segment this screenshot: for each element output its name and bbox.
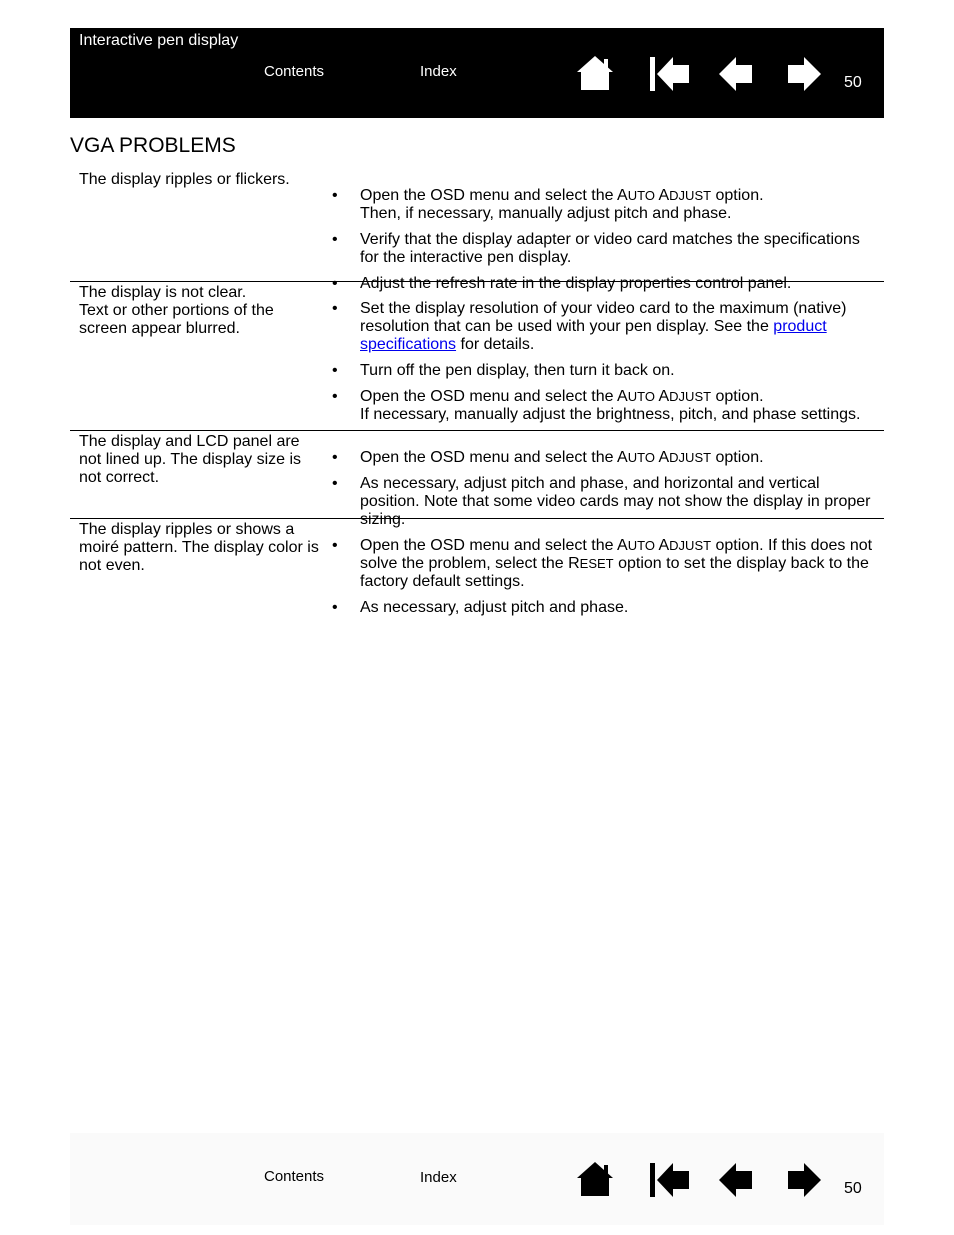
page-number: 50 <box>844 1180 862 1197</box>
product-specifications-link[interactable]: product specifications <box>360 318 827 353</box>
solution-item: • As necessary, adjust pitch and phase. <box>332 599 880 617</box>
troubleshooting-table <box>70 170 884 616</box>
solution-list <box>332 300 884 424</box>
solution-item: • Open the OSD menu and select the AUTO ADJUST option. If this does not solve the problem, select the RESET option to set the display back to the factory default settings. <box>332 537 880 591</box>
problem-description: The display ripples or shows a moiré pattern. The display color is not even. <box>79 521 319 574</box>
problem-description: The display is not clear. Text or other portions of the screen appear blurred. <box>79 284 274 337</box>
home-icon[interactable] <box>575 54 615 92</box>
next-page-icon[interactable] <box>786 56 822 92</box>
section-title: VGA PROBLEMS <box>70 134 236 157</box>
table-row <box>70 519 884 616</box>
solution-item: • As necessary, adjust pitch and phase, and horizontal and vertical position. Note that some video cards may not show the display in proper sizing. <box>332 475 880 529</box>
problem-description: The display and LCD panel are not lined up. The display size is not correct. <box>79 433 302 486</box>
solution-list <box>332 449 884 529</box>
first-page-icon[interactable] <box>649 56 691 92</box>
contents-link[interactable]: Contents <box>264 1168 325 1185</box>
contents-link[interactable]: Contents <box>264 63 325 80</box>
solution-item: • Verify that the display adapter or video card matches the specifications for the interactive pen display. <box>332 231 880 267</box>
page-number: 50 <box>844 74 862 91</box>
table-row <box>70 431 884 528</box>
solution-item: • Open the OSD menu and select the AUTO ADJUST option. If necessary, manually adjust the brightness, pitch, and phase settings. <box>332 388 880 424</box>
solution-list <box>332 537 884 617</box>
next-page-icon[interactable] <box>786 1162 822 1198</box>
solution-item: • Open the OSD menu and select the AUTO ADJUST option. <box>332 449 880 467</box>
first-page-icon[interactable] <box>649 1162 691 1198</box>
document-title: Interactive pen display <box>79 32 239 49</box>
previous-page-icon[interactable] <box>718 1162 754 1198</box>
solution-item: • Open the OSD menu and select the AUTO ADJUST option. Then, if necessary, manually adjust pitch and phase. <box>332 187 880 223</box>
header-bar <box>70 28 884 118</box>
index-link[interactable]: Index <box>420 63 457 80</box>
index-link[interactable]: Index <box>420 1169 457 1186</box>
problem-description: The display ripples or flickers. <box>79 171 290 188</box>
previous-page-icon[interactable] <box>718 56 754 92</box>
table-row <box>70 282 884 431</box>
solution-item: • Turn off the pen display, then turn it back on. <box>332 362 880 380</box>
footer-bar <box>70 1133 884 1225</box>
solution-list <box>332 187 884 293</box>
table-row <box>70 170 884 292</box>
solution-item: • Adjust the refresh rate in the display properties control panel. <box>332 275 880 293</box>
home-icon[interactable] <box>575 1160 615 1198</box>
solution-item: • Set the display resolution of your video card to the maximum (native) resolution that can be used with your pen display. See the product specifications for details. <box>332 300 880 354</box>
